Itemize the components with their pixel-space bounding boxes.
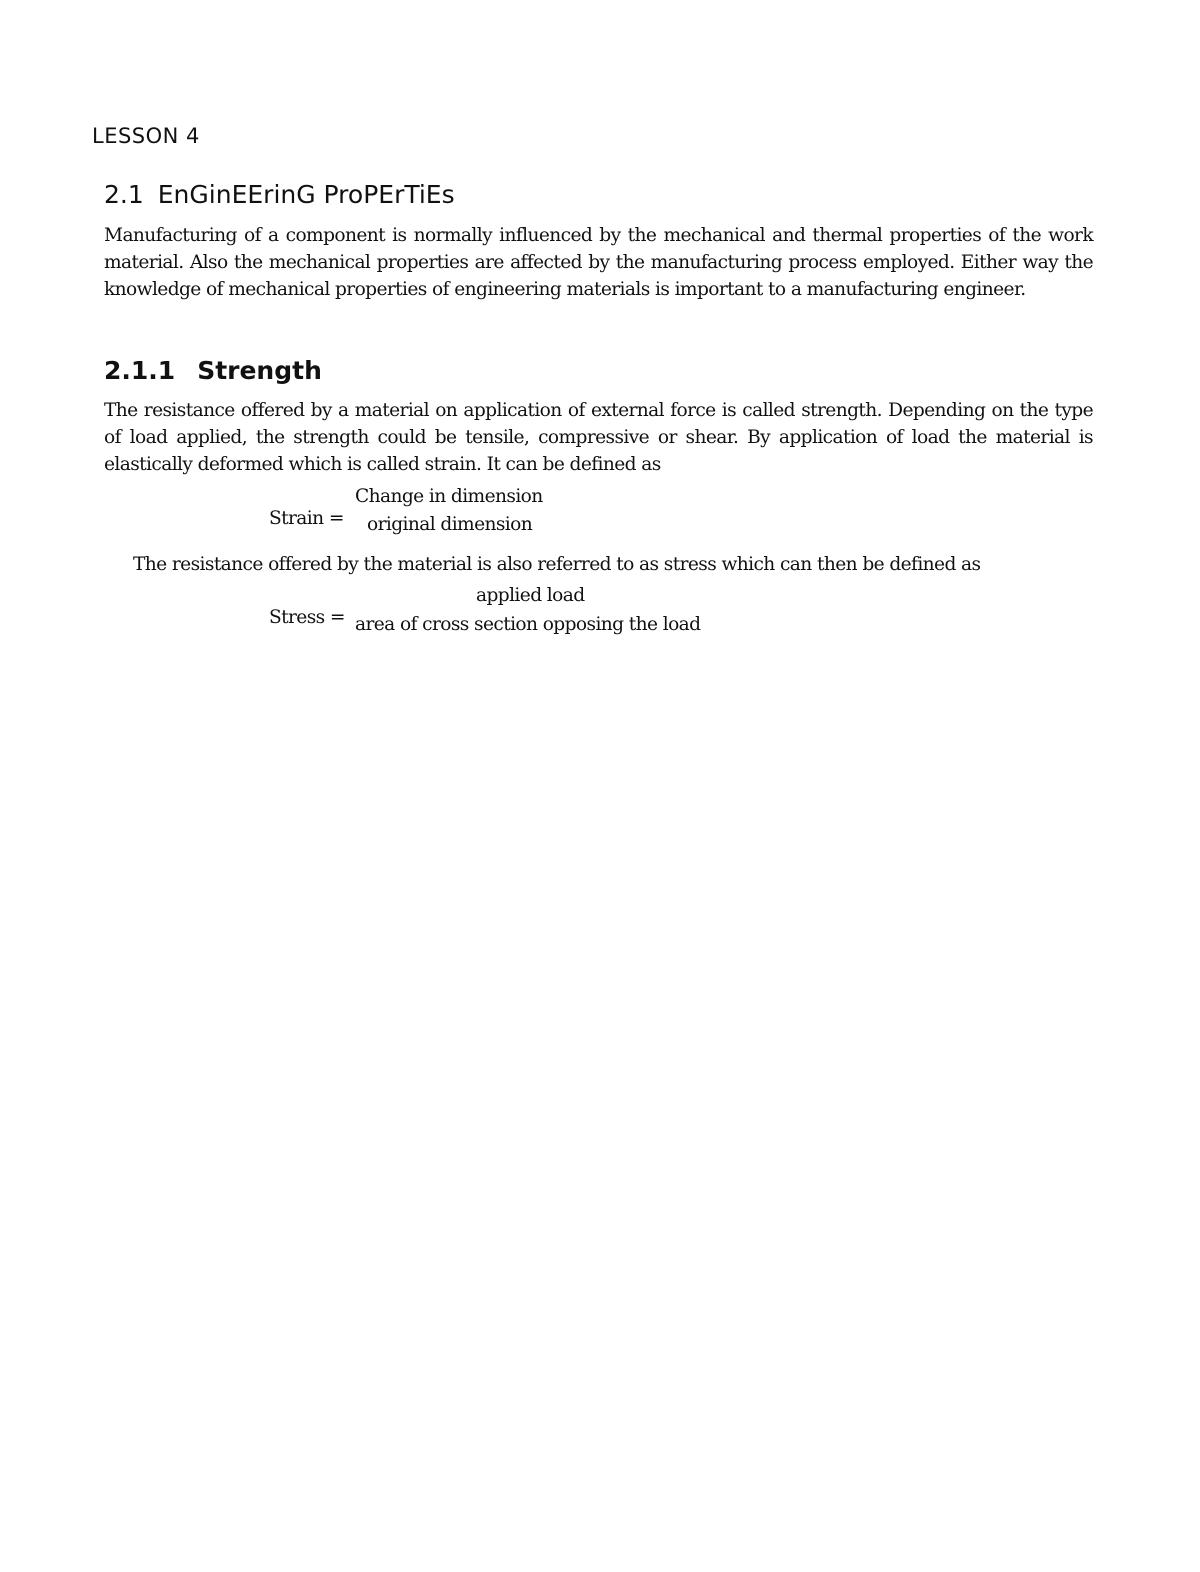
section-heading [104, 180, 455, 209]
section-paragraph: Manufacturing of a component is normally influenced by the mechanical and thermal properties of the work material. Also the mechanical properties are affected by the manufacturing process employed. Either way the knowledge of mechanical properties of engineering materials is important to a manufacturing engineer. [104, 225, 1093, 300]
stress-denominator: area of cross section opposing the load [355, 614, 701, 635]
subsection-heading [104, 356, 322, 385]
subsection-paragraph: The resistance offered by a material on application of external force is called strength. Depending on the type of load applied, the strength could be tensile, compressive or shear. By application of load the material is elastically deformed which is called strain. It can be defined as [104, 400, 1093, 475]
strain-numerator: Change in dimension [355, 486, 543, 507]
section-number: 2.1 [104, 180, 144, 209]
stress-numerator: applied load [476, 585, 585, 606]
stress-label: Stress = [269, 607, 345, 628]
stress-intro: The resistance offered by the material is also referred to as stress which can then be defined as [133, 554, 981, 575]
lesson-label: LESSON 4 [92, 124, 200, 148]
strain-label: Strain = [269, 508, 344, 529]
subsection-number: 2.1.1 [104, 356, 176, 385]
section-title: EnGinEErinG ProPErTiEs [157, 180, 455, 209]
subsection-title: Strength [197, 356, 322, 385]
strain-denominator: original dimension [367, 514, 533, 535]
